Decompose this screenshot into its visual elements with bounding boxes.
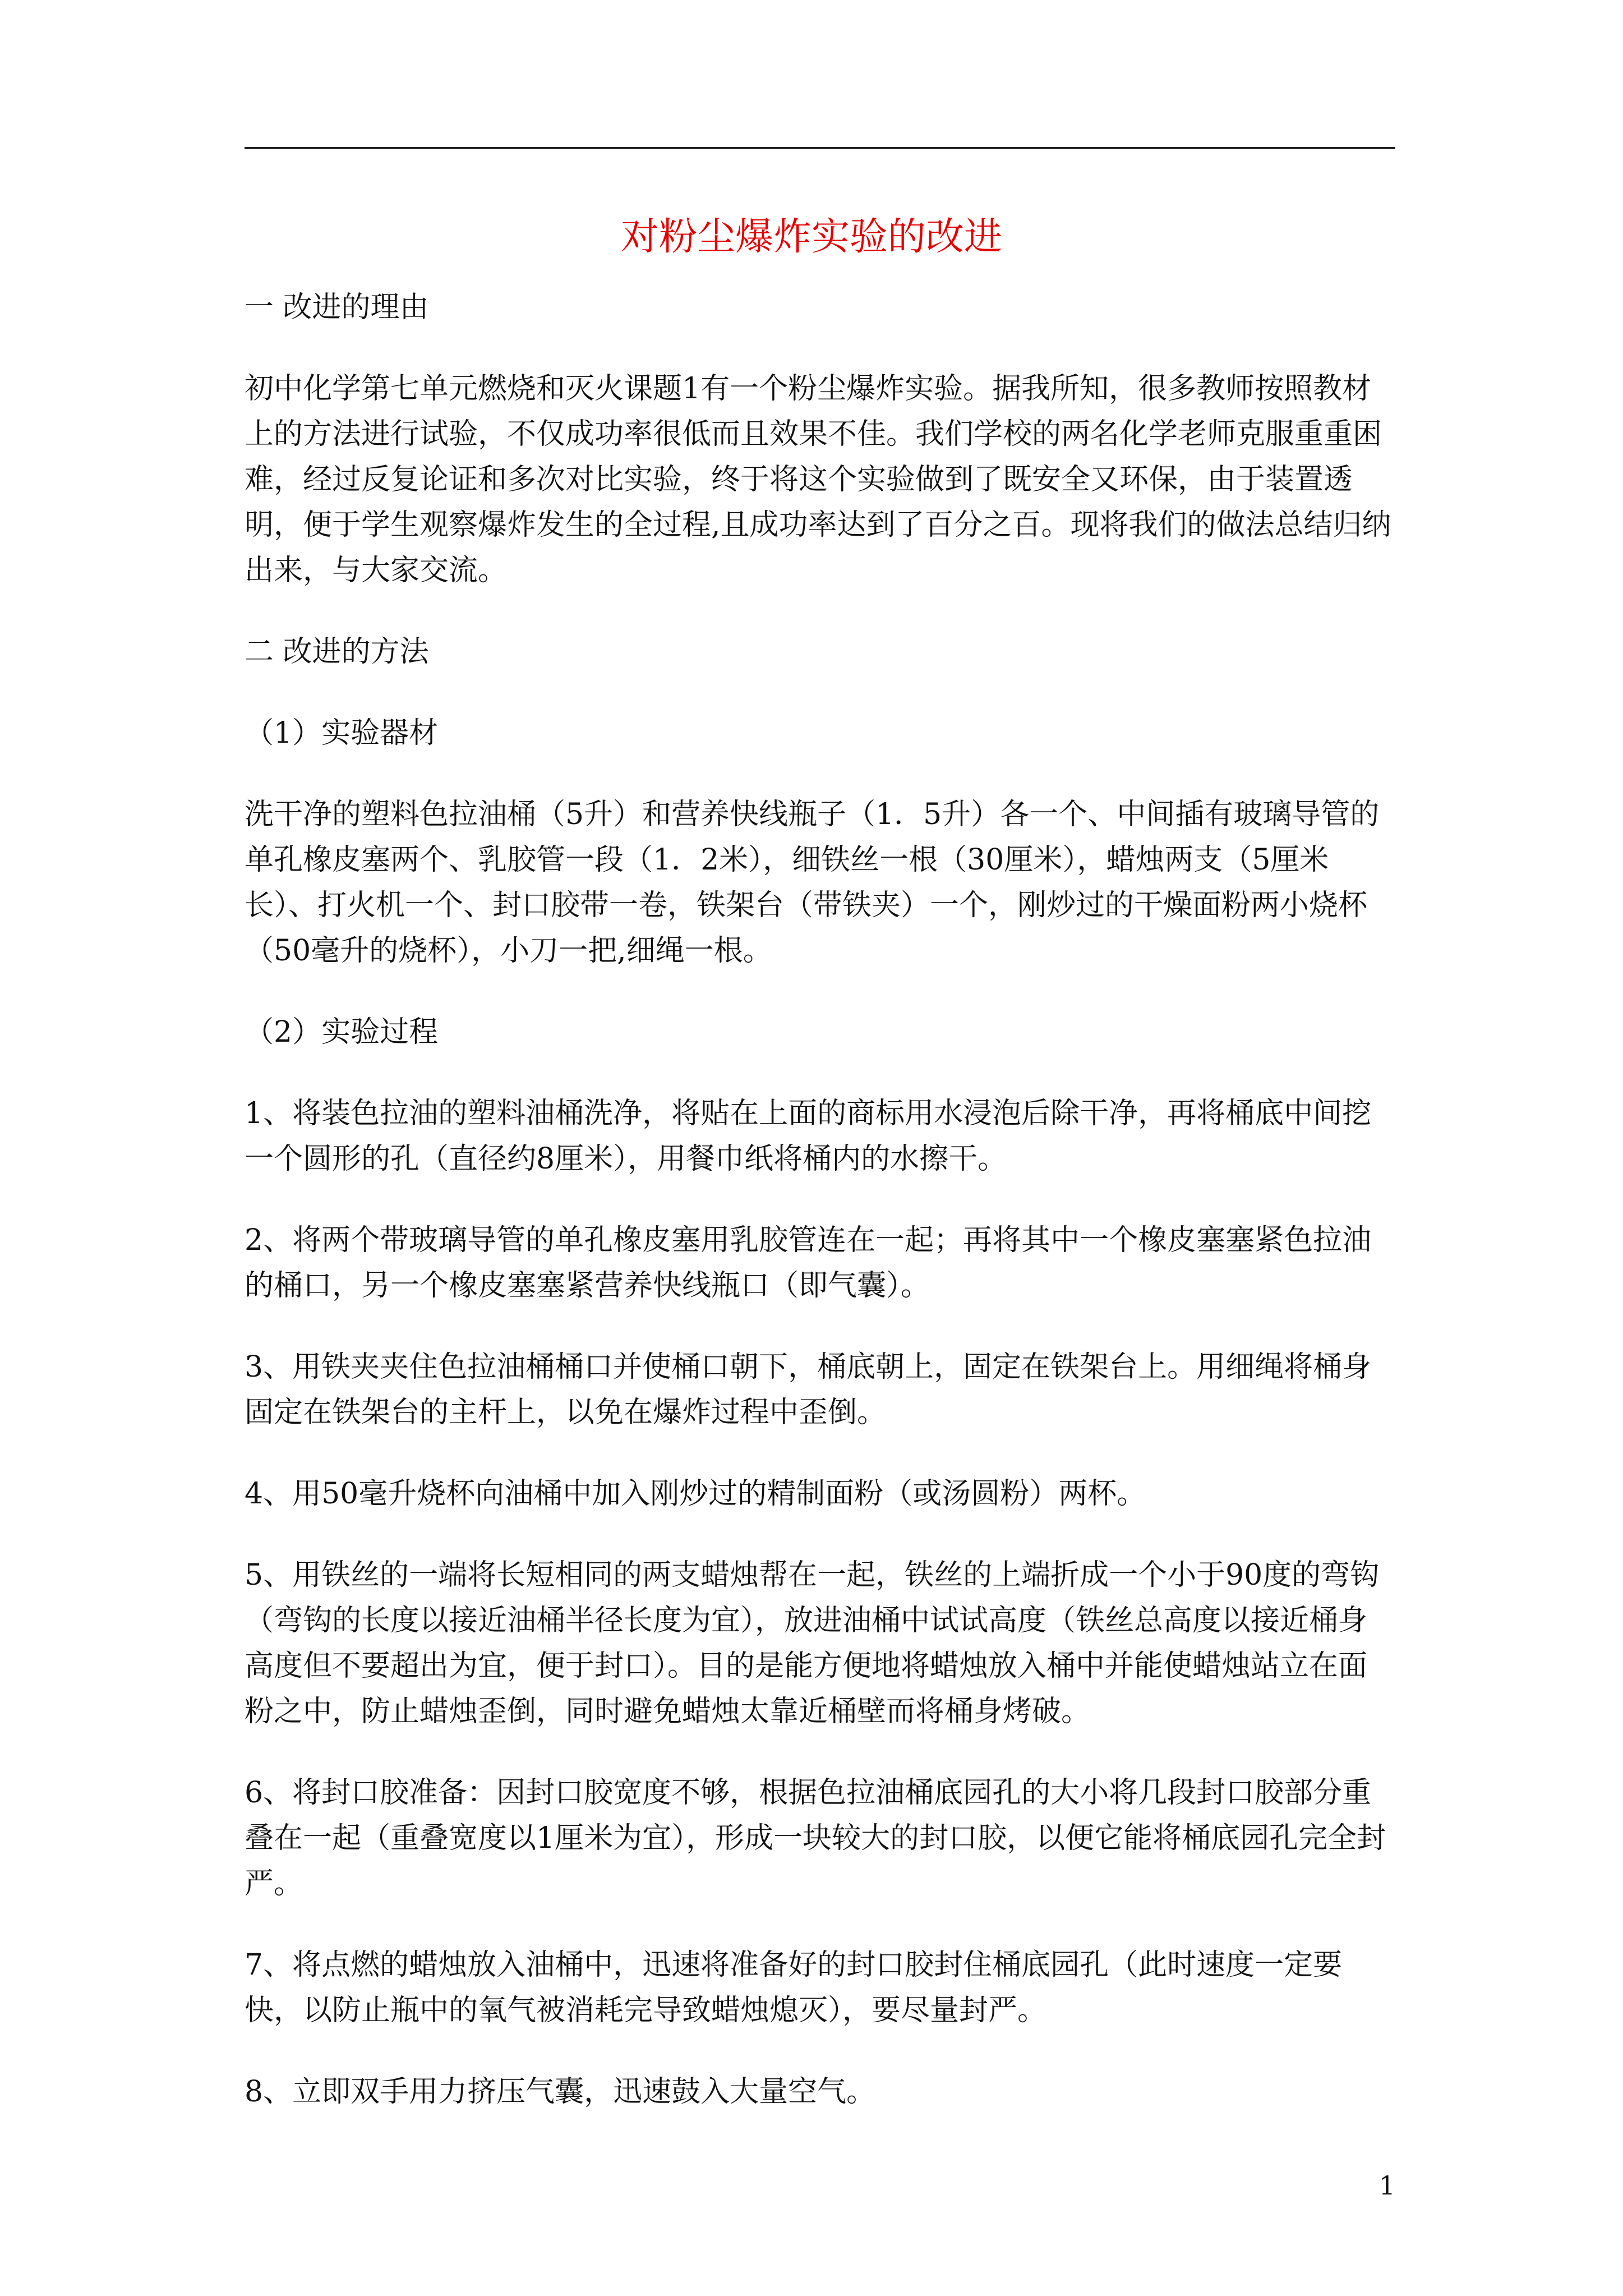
procedure-step-6: 6、将封口胶准备：因封口胶宽度不够，根据色拉油桶底园孔的大小将几段封口胶部分重叠在一起（重叠宽度以1厘米为宜），形成一块较大的封口胶，以便它能将桶底园孔完全封严。 — [245, 1776, 1386, 1901]
subsection-heading-materials: （1）实验器材 — [245, 716, 439, 750]
procedure-step-8: 8、立即双手用力挤压气囊，迅速鼓入大量空气。 — [245, 2075, 876, 2109]
procedure-step-2: 2、将两个带玻璃导管的单孔橡皮塞用乳胶管连在一起；再将其中一个橡皮塞塞紧色拉油的桶口，另一个橡皮塞塞紧营养快线瓶口（即气囊）。 — [245, 1223, 1372, 1303]
procedure-step-4: 4、用50毫升烧杯向油桶中加入刚炒过的精制面粉（或汤圆粉）两杯。 — [245, 1477, 1146, 1511]
page-number: 1 — [1378, 2170, 1395, 2201]
materials-paragraph: 洗干净的塑料色拉油桶（5升）和营养快线瓶子（1．5升）各一个、中间插有玻璃导管的单孔橡皮塞两个、乳胶管一段（1．2米），细铁丝一根（30厘米），蜡烛两支（5厘米长）、打火机一个、封口胶带一卷，铁架台（带铁夹）一个，刚炒过的干燥面粉两小烧杯（50毫升的烧杯），小刀一把,细绳一根。 — [245, 798, 1380, 968]
procedure-step-3: 3、用铁夹夹住色拉油桶桶口并使桶口朝下，桶底朝上，固定在铁架台上。用细绳将桶身固定在铁架台的主杆上，以免在爆炸过程中歪倒。 — [245, 1350, 1372, 1429]
reasons-paragraph: 初中化学第七单元燃烧和灭火课题1有一个粉尘爆炸实验。据我所知，很多教师按照教材上的方法进行试验，不仅成功率很低而且效果不佳。我们学校的两名化学老师克服重重困难，经过反复论证和多次对比实验，终于将这个实验做到了既安全又环保，由于装置透明，便于学生观察爆炸发生的全过程,且成功率达到了百分之百。现将我们的做法总结归纳出来，与大家交流。 — [245, 372, 1391, 587]
procedure-step-5: 5、用铁丝的一端将长短相同的两支蜡烛帮在一起，铁丝的上端折成一个小于90度的弯钩（弯钩的长度以接近油桶半径长度为宜），放进油桶中试试高度（铁丝总高度以接近桶身高度但不要超出为宜，便于封口）。目的是能方便地将蜡烛放入桶中并能使蜡烛站立在面粉之中，防止蜡烛歪倒，同时避免蜡烛太靠近桶壁而将桶身烤破。 — [245, 1558, 1380, 1728]
document-title: 对粉尘爆炸实验的改进 — [620, 215, 1002, 259]
section-heading-reasons: 一 改进的理由 — [245, 291, 429, 324]
procedure-step-7: 7、将点燃的蜡烛放入油桶中，迅速将准备好的封口胶封住桶底园孔（此时速度一定要快，以防止瓶中的氧气被消耗完导致蜡烛熄灭），要尽量封严。 — [245, 1948, 1343, 2027]
procedure-step-1: 1、将装色拉油的塑料油桶洗净，将贴在上面的商标用水浸泡后除干净，再将桶底中间挖一个圆形的孔（直径约8厘米），用餐巾纸将桶内的水擦干。 — [245, 1097, 1372, 1176]
document-body — [245, 285, 1395, 2115]
header-rule — [245, 147, 1395, 149]
subsection-heading-procedure: （2）实验过程 — [245, 1015, 439, 1049]
section-heading-method: 二 改进的方法 — [245, 635, 429, 669]
